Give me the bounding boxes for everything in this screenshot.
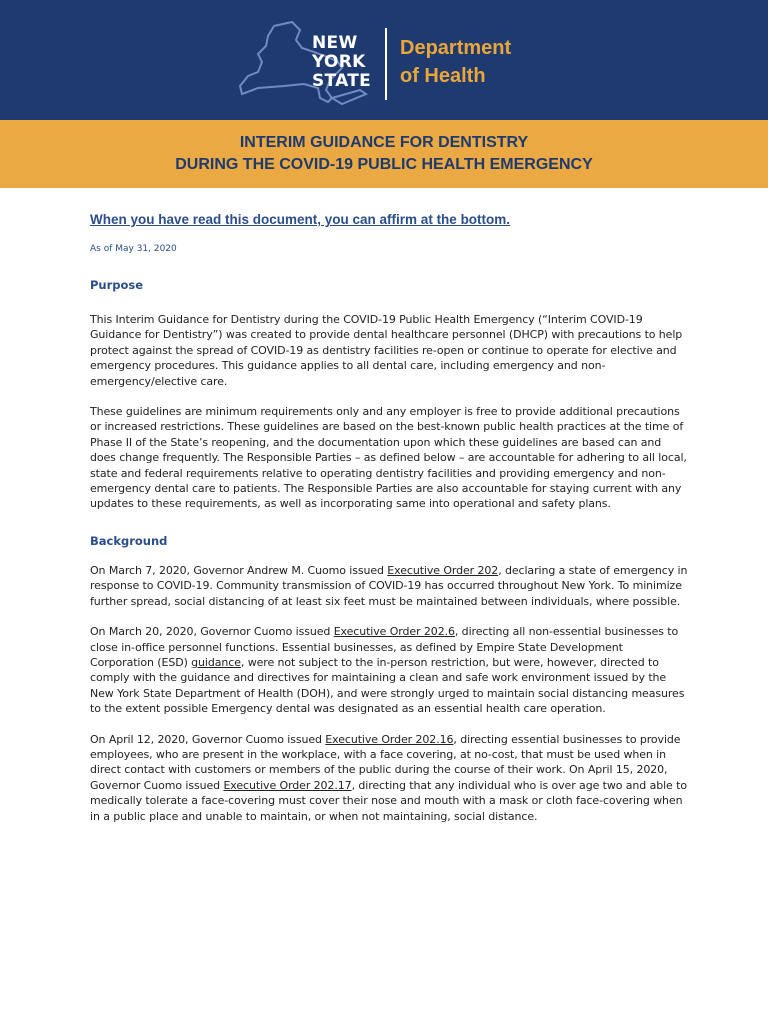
executive-order-202-link[interactable]: Executive Order 202 xyxy=(387,563,499,577)
logo-line-state: STATE xyxy=(312,71,372,91)
purpose-paragraph-2: These guidelines are minimum requirements only and any employer is free to provide additional precautions or increased restrictions. These guidelines are based on the best-known public health practices at the time of Phase II of the State’s reopening, and the documentation upon which these guidelines are based can and does change frequently. The Responsible Parties – as defined below – are accountable for adhering to all local, state and federal requirements relative to operating dentistry facilities and providing emergency and non-emergency dental care to patients. The Responsible Parties are also accountable for staying current with any updates to these requirements, as well as incorporating same into operational and safety plans. xyxy=(90,405,687,511)
esd-guidance-link[interactable]: guidance xyxy=(191,655,241,669)
bg-p2-text-mid: , directing all non-essential businesses to close in-office personnel functions. Essential businesses, as defined by Empire State Development Corporation (ESD) xyxy=(90,625,679,669)
nys-doh-logo xyxy=(234,18,544,108)
header-band xyxy=(0,0,768,120)
title-band xyxy=(0,120,768,188)
document-date: As of May 31, 2020 xyxy=(90,244,177,254)
document-title-line-1: INTERIM GUIDANCE FOR DENTISTRY xyxy=(239,134,529,151)
document-title-line-2: DURING THE COVID-19 PUBLIC HEALTH EMERGENCY xyxy=(175,156,593,173)
bg-p2-text-end: , were not subject to the in-person restriction, but were, however, directed to comply with the guidance and directives for maintaining a clean and safe work environment issued by the New York State Department of Health (DOH), and were strongly urged to maintain social distancing measures to the extent possible Emergency dental was designated as an essential health care operation. xyxy=(90,655,685,716)
bg-p3-text-mid: , directing essential businesses to provide employees, who are present in the workplace, with a face covering, at no-cost, that must be used when in direct contact with customers or members of the public during the course of their work. On April 15, 2020, Governor Cuomo issued xyxy=(90,732,681,792)
logo-divider xyxy=(385,28,387,100)
department-of-health-wordmark xyxy=(400,34,511,90)
executive-order-202-16-link[interactable]: Executive Order 202.16 xyxy=(325,732,454,746)
purpose-heading: Purpose xyxy=(90,278,144,292)
background-heading: Background xyxy=(90,533,168,548)
document-body xyxy=(90,212,690,824)
bg-p2-text-start: On March 20, 2020, Governor Cuomo issued xyxy=(90,625,334,639)
bg-p3-text-start: On April 12, 2020, Governor Cuomo issued xyxy=(90,732,326,746)
bg-p3-text-end: , directing that any individual who is over age two and able to medically tolerate a face-covering must cover their nose and mouth with a mask or cloth face-covering when in a public place and unable to maintain, or when not maintaining, social distance. xyxy=(90,778,687,823)
logo-line-york: YORK xyxy=(312,52,366,72)
bg-p1-text-start: On March 7, 2020, Governor Andrew M. Cuomo issued xyxy=(90,563,388,577)
background-paragraph-1 xyxy=(90,563,690,609)
logo-line-new: NEW xyxy=(312,33,358,53)
background-paragraph-2 xyxy=(90,624,690,716)
executive-order-202-17-link[interactable]: Executive Order 202.17 xyxy=(223,778,352,792)
bg-p1-text-end: , declaring a state of emergency in response to COVID-19. Community transmission of COVID-19 has occurred throughout New York. To minimize further spread, social distancing of at least six feet must be maintained between individuals, where possible. xyxy=(90,563,688,608)
executive-order-202-6-link[interactable]: Executive Order 202.6 xyxy=(333,625,455,639)
affirm-link[interactable]: When you have read this document, you can affirm at the bottom. xyxy=(90,212,511,227)
of-health-line: of Health xyxy=(400,65,486,87)
background-paragraph-3 xyxy=(90,732,690,824)
new-york-state-wordmark xyxy=(312,34,371,91)
department-line: Department xyxy=(400,37,512,59)
purpose-paragraph-1: This Interim Guidance for Dentistry during the COVID-19 Public Health Emergency (“Interim COVID-19 Guidance for Dentistry”) was created to provide dental healthcare personnel (DHCP) with precautions to help protect against the spread of COVID-19 as dentistry facilities re-open or continue to operate for elective and emergency procedures. This guidance applies to all dental care, including emergency and non-emergency/elective care. xyxy=(90,313,683,388)
